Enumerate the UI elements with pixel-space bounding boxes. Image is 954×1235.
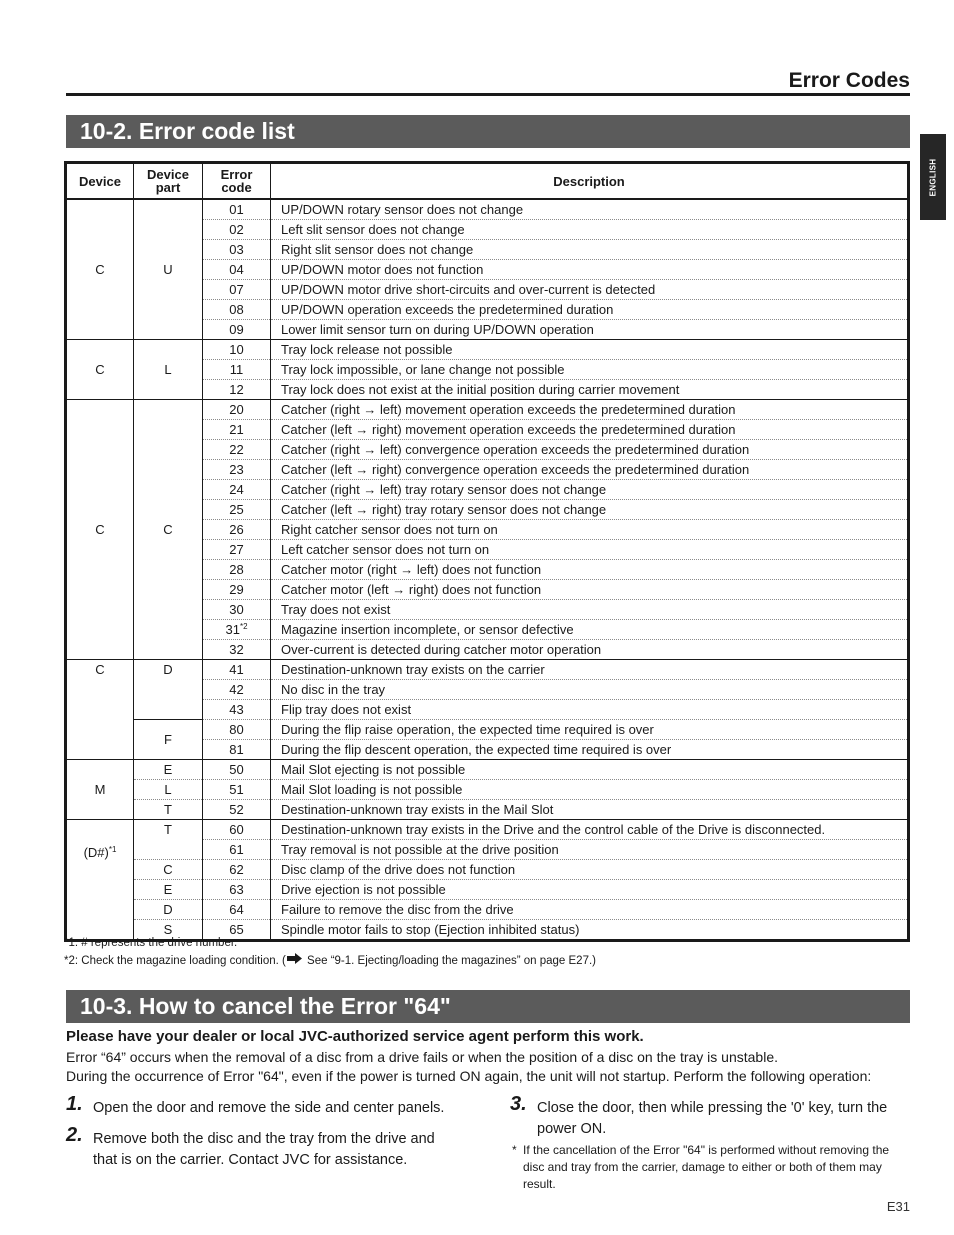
section-title-error-code-list: 10-2. Error code list xyxy=(66,115,910,148)
description-cell: Left slit sensor does not change xyxy=(271,220,909,240)
error-code-cell: 02 xyxy=(203,220,271,240)
description-cell: Destination-unknown tray exists in the Drive and the control cable of the Drive is disconnected. xyxy=(271,820,909,840)
error-code-cell: 08 xyxy=(203,300,271,320)
device-part-cell: C xyxy=(134,400,203,660)
language-tab-label: ENGLISH xyxy=(928,158,938,196)
description-cell: Lower limit sensor turn on during UP/DOWN operation xyxy=(271,320,909,340)
error-code-cell: 03 xyxy=(203,240,271,260)
error-code-cell: 20 xyxy=(203,400,271,420)
description-cell: Tray removal is not possible at the drive position xyxy=(271,840,909,860)
description-cell: Right catcher sensor does not turn on xyxy=(271,520,909,540)
description-cell: Tray lock impossible, or lane change not possible xyxy=(271,360,909,380)
description-cell: UP/DOWN motor drive short-circuits and over-current is detected xyxy=(271,280,909,300)
error-code-cell: 09 xyxy=(203,320,271,340)
right-arrow-icon xyxy=(286,952,304,969)
device-part-cell: E xyxy=(134,760,203,780)
error-code-cell: 42 xyxy=(203,680,271,700)
description-cell: Catcher (right → left) convergence operation exceeds the predetermined duration xyxy=(271,440,909,460)
error-code-cell: 28 xyxy=(203,560,271,580)
description-cell: No disc in the tray xyxy=(271,680,909,700)
device-cell: C xyxy=(66,199,134,340)
error-code-cell: 21 xyxy=(203,420,271,440)
device-part-cell: L xyxy=(134,340,203,400)
page-header-title: Error Codes xyxy=(788,69,910,92)
device-cell: C xyxy=(66,400,134,660)
footnote-marker: *1 xyxy=(108,845,117,854)
error-code-cell: 25 xyxy=(203,500,271,520)
description-cell: UP/DOWN motor does not function xyxy=(271,260,909,280)
device-part-cell: T xyxy=(134,800,203,820)
device-part-cell: F xyxy=(134,720,203,760)
header-divider xyxy=(66,93,910,96)
table-row xyxy=(66,880,909,900)
description-cell: Tray lock release not possible xyxy=(271,340,909,360)
error-code-cell: 81 xyxy=(203,740,271,760)
footnote-2: *2: Check the magazine loading condition. ( See “9-1. Ejecting/loading the magazines” on page E27.) xyxy=(64,952,596,970)
error-code-cell: 80 xyxy=(203,720,271,740)
description-cell: Mail Slot ejecting is not possible xyxy=(271,760,909,780)
step-text: Open the door and remove the side and center panels. xyxy=(93,1100,445,1116)
device-part-cell: D xyxy=(134,660,203,720)
intro-line-2: During the occurrence of Error "64", even if the power is turned ON again, the unit will not startup. Perform the following operation: xyxy=(66,1068,872,1084)
device-part-cell: S xyxy=(134,920,203,941)
description-cell: Catcher motor (right → left) does not function xyxy=(271,560,909,580)
description-cell: Flip tray does not exist xyxy=(271,700,909,720)
section-title-cancel-error-64: 10-3. How to cancel the Error "64" xyxy=(66,990,910,1023)
header-description: Description xyxy=(271,163,909,200)
description-cell: Tray lock does not exist at the initial position during carrier movement xyxy=(271,380,909,400)
error-code-cell: 26 xyxy=(203,520,271,540)
description-cell: Failure to remove the disc from the drive xyxy=(271,900,909,920)
step-text: Close the door, then while pressing the '0' key, turn the power ON. xyxy=(537,1100,888,1137)
error-code-cell: 27 xyxy=(203,540,271,560)
description-cell: Catcher motor (left → right) does not function xyxy=(271,580,909,600)
error-code-cell: 31$^{*2}$ xyxy=(203,620,271,640)
description-cell: Over-current is detected during catcher motor operation xyxy=(271,640,909,660)
step-text: Remove both the disc and the tray from the drive and that is on the carrier. Contact JVC for assistance. xyxy=(93,1131,435,1168)
step-number: 3. xyxy=(510,1093,527,1115)
footnote-marker: *2 xyxy=(239,622,248,631)
error-code-cell: 64 xyxy=(203,900,271,920)
table-footnotes xyxy=(64,935,596,970)
error-code-cell: 65 xyxy=(203,920,271,941)
description-cell: During the flip descent operation, the expected time required is over xyxy=(271,740,909,760)
table-header-row xyxy=(66,163,909,200)
error-code-cell: 01 xyxy=(203,199,271,220)
description-cell: Destination-unknown tray exists in the Mail Slot xyxy=(271,800,909,820)
table-row xyxy=(66,720,909,740)
error-code-cell: 50 xyxy=(203,760,271,780)
table-row xyxy=(66,820,909,840)
footnote-1: *1: # represents the drive number. xyxy=(64,937,238,949)
device-part-cell: T xyxy=(134,820,203,860)
description-cell: UP/DOWN rotary sensor does not change xyxy=(271,199,909,220)
table-row xyxy=(66,800,909,820)
error-code-cell: 30 xyxy=(203,600,271,620)
error-code-cell: 32 xyxy=(203,640,271,660)
step-3 xyxy=(510,1093,920,1142)
error-code-cell: 22 xyxy=(203,440,271,460)
language-tab xyxy=(920,134,946,220)
description-cell: Drive ejection is not possible xyxy=(271,880,909,900)
error-code-cell: 12 xyxy=(203,380,271,400)
step-1 xyxy=(66,1093,486,1120)
device-cell: M xyxy=(66,760,134,820)
error-code-cell: 07 xyxy=(203,280,271,300)
description-cell: Catcher (left → right) tray rotary sensor does not change xyxy=(271,500,909,520)
header-error-code: Error code xyxy=(203,163,271,200)
description-cell: Tray does not exist xyxy=(271,600,909,620)
table-row xyxy=(66,900,909,920)
error-code-cell: 62 xyxy=(203,860,271,880)
error-code-cell: 41 xyxy=(203,660,271,680)
error-code-cell: 51 xyxy=(203,780,271,800)
table-row xyxy=(66,860,909,880)
description-cell: Mail Slot loading is not possible xyxy=(271,780,909,800)
description-cell: Catcher (left → right) convergence operation exceeds the predetermined duration xyxy=(271,460,909,480)
description-cell: UP/DOWN operation exceeds the predetermined duration xyxy=(271,300,909,320)
page-number: E31 xyxy=(886,1199,910,1214)
description-cell: During the flip raise operation, the expected time required is over xyxy=(271,720,909,740)
description-cell: Destination-unknown tray exists on the carrier xyxy=(271,660,909,680)
header-device: Device xyxy=(66,163,134,200)
note-text: If the cancellation of the Error "64" is performed without removing the disc and tray from the carrier, damage to either or both of them may result. xyxy=(523,1143,890,1191)
device-cell: C xyxy=(66,340,134,400)
error-code-cell: 63 xyxy=(203,880,271,900)
error-code-cell: 60 xyxy=(203,820,271,840)
table-row xyxy=(66,199,909,220)
error-code-cell: 43 xyxy=(203,700,271,720)
error-code-cell: 52 xyxy=(203,800,271,820)
device-cell: (D#)$^{*1}$ xyxy=(66,820,134,941)
error-code-cell: 11 xyxy=(203,360,271,380)
description-cell: Left catcher sensor does not turn on xyxy=(271,540,909,560)
error-code-cell: 29 xyxy=(203,580,271,600)
description-cell: Right slit sensor does not change xyxy=(271,240,909,260)
table-row xyxy=(66,760,909,780)
table-row xyxy=(66,340,909,360)
service-agent-notice: Please have your dealer or local JVC-authorized service agent perform this work. xyxy=(66,1028,644,1045)
description-cell: Spindle motor fails to stop (Ejection inhibited status) xyxy=(271,920,909,941)
error-code-cell: 04 xyxy=(203,260,271,280)
error-code-cell: 10 xyxy=(203,340,271,360)
table-row xyxy=(66,780,909,800)
device-part-cell: C xyxy=(134,860,203,880)
device-part-cell: E xyxy=(134,880,203,900)
description-cell: Disc clamp of the drive does not function xyxy=(271,860,909,880)
description-cell: Catcher (left → right) movement operation exceeds the predetermined duration xyxy=(271,420,909,440)
intro-line-1: Error “64” occurs when the removal of a disc from a drive fails or when the position of a disc on the tray is unstable. xyxy=(66,1049,778,1065)
table-row xyxy=(66,400,909,420)
note-asterisk: * xyxy=(512,1143,517,1157)
step-number: 1. xyxy=(66,1093,83,1115)
table-row xyxy=(66,660,909,680)
device-part-cell: L xyxy=(134,780,203,800)
step-2 xyxy=(66,1124,486,1173)
description-cell: Catcher (right → left) tray rotary sensor does not change xyxy=(271,480,909,500)
error-code-table xyxy=(64,161,910,942)
error-code-cell: 23 xyxy=(203,460,271,480)
device-part-cell: D xyxy=(134,900,203,920)
description-cell: Magazine insertion incomplete, or sensor defective xyxy=(271,620,909,640)
description-cell: Catcher (right → left) movement operation exceeds the predetermined duration xyxy=(271,400,909,420)
error-code-cell: 61 xyxy=(203,840,271,860)
error-code-cell: 24 xyxy=(203,480,271,500)
device-part-cell: U xyxy=(134,199,203,340)
device-cell: C xyxy=(66,660,134,760)
intro-paragraph xyxy=(66,1048,916,1086)
step-number: 2. xyxy=(66,1124,83,1146)
header-device-part: Device part xyxy=(134,163,203,200)
